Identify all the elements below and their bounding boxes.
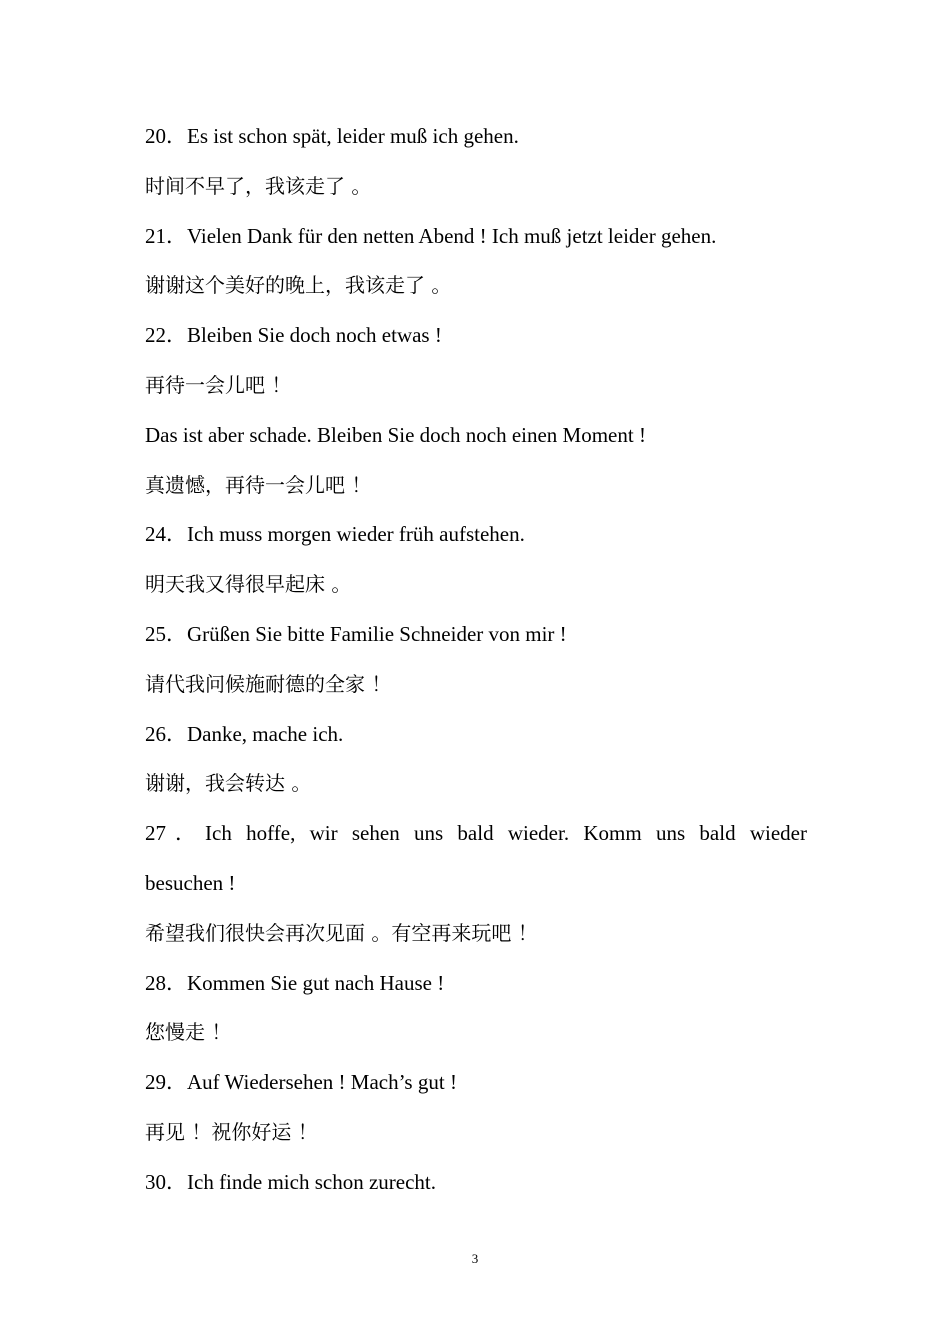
chinese-translation-27: 希望我们很快会再次见面 。有空再来玩吧 ！	[145, 920, 538, 945]
german-phrase-27-continued: besuchen !	[145, 870, 236, 895]
chinese-translation-25: 请代我问候施耐德的全家 ！	[145, 671, 392, 696]
german-phrase-25: 25．Grüßen Sie bitte Familie Schneider von mir !	[145, 621, 567, 646]
chinese-translation-21: 谢谢这个美好的晚上，我该走了 。	[145, 273, 452, 298]
german-phrase-20: 20．Es ist schon spät, leider muß ich gehen.	[145, 124, 519, 148]
german-phrase-29: 29．Auf Wiedersehen ! Mach’s gut !	[145, 1070, 457, 1095]
german-phrase-23: Das ist aber schade. Bleiben Sie doch noch einen Moment !	[145, 422, 646, 447]
german-phrase-27: 27．Ich hoffe, wir sehen uns bald wieder. Komm uns bald wieder	[145, 821, 807, 846]
chinese-translation-24: 明天我又得很早起床 。	[145, 572, 352, 597]
phrase-list	[145, 120, 807, 1216]
chinese-translation-29: 再见 ！祝你好运 ！	[145, 1119, 318, 1144]
german-phrase-30: 30．Ich finde mich schon zurecht.	[145, 1169, 436, 1194]
german-phrase-21: 21．Vielen Dank für den netten Abend ! Ich muß jetzt leider gehen.	[145, 223, 717, 248]
german-phrase-26: 26．Danke, mache ich.	[145, 721, 344, 746]
chinese-translation-20: 时间不早了，我该走了 。	[145, 173, 372, 198]
german-phrase-22: 22．Bleiben Sie doch noch etwas !	[145, 323, 442, 348]
chinese-translation-28: 您慢走 ！	[145, 1020, 232, 1045]
chinese-translation-23: 真遗憾，再待一会儿吧 ！	[145, 472, 372, 497]
german-phrase-24: 24．Ich muss morgen wieder früh aufstehen.	[145, 522, 525, 547]
chinese-translation-22: 再待一会儿吧 ！	[145, 372, 292, 397]
german-phrase-28: 28．Kommen Sie gut nach Hause !	[145, 970, 445, 995]
chinese-translation-26: 谢谢，我会转达 。	[145, 771, 312, 796]
page-number: 3	[471, 1251, 479, 1266]
